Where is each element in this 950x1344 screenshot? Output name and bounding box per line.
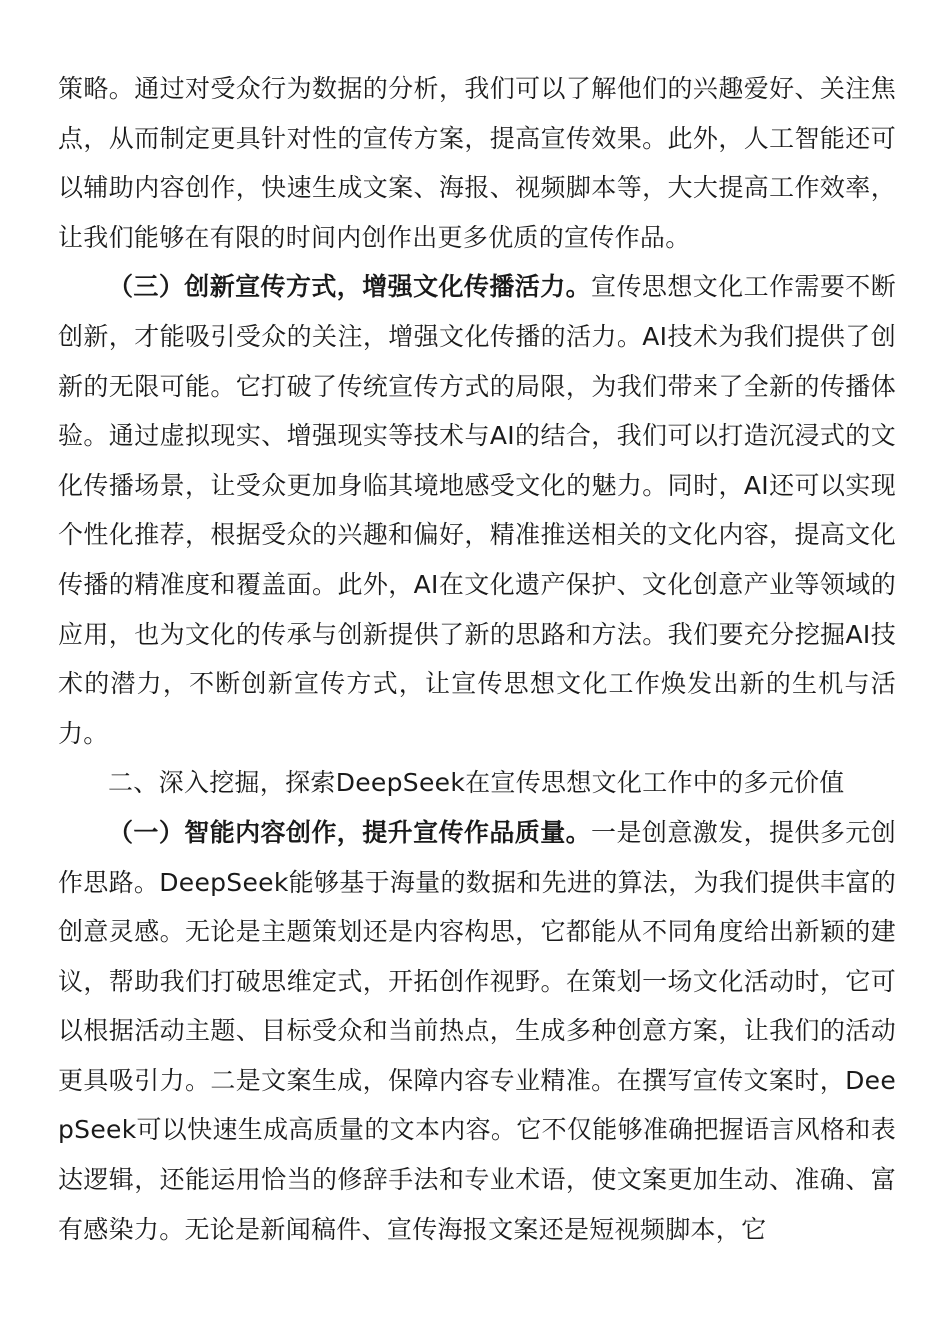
paragraph-text: 宣传思想文化工作需要不断创新，才能吸引受众的关注，增强文化传播的活力。AI技术为我们提供了创新的无限可能。它打破了传统宣传方式的局限，为我们带来了全新的传播体验。通过虚拟现实、增强现实等技术与AI的结合，我们可以打造沉浸式的文化传播场景，让受众更加身临其境地感受文化的魅力。同时，AI还可以实现个性化推荐，根据受众的兴趣和偏好，精准推送相关的文化内容，提高文化传播的精准度和覆盖面。此外，AI在文化遗产保护、文化创意产业等领域的应用，也为文化的传承与创新提供了新的思路和方法。我们要充分挖掘AI技术的潜力，不断创新宣传方式，让宣传思想文化工作焕发出新的生机与活力。 [58,272,897,748]
document-body [58,64,896,1254]
paragraph-continuation [58,64,896,262]
paragraph-innovation [58,262,896,758]
subheading-content-creation: （一）智能内容创作，提升宣传作品质量。 [108,817,592,847]
paragraph-text: 策略。通过对受众行为数据的分析，我们可以了解他们的兴趣爱好、关注焦点，从而制定更具针对性的宣传方案，提高宣传效果。此外，人工智能还可以辅助内容创作，快速生成文案、海报、视频脚本等，大大提高工作效率，让我们能够在有限的时间内创作出更多优质的宣传作品。 [58,74,896,252]
paragraph-text: 一是创意激发，提供多元创作思路。DeepSeek能够基于海量的数据和先进的算法，为我们提供丰富的创意灵感。无论是主题策划还是内容构思，它都能从不同角度给出新颖的建议，帮助我们打破思维定式，开拓创作视野。在策划一场文化活动时，它可以根据活动主题、目标受众和当前热点，生成多种创意方案，让我们的活动更具吸引力。二是文案生成，保障内容专业精准。在撰写宣传文案时，DeepSeek可以快速生成高质量的文本内容。它不仅能够准确把握语言风格和表达逻辑，还能运用恰当的修辞手法和专业术语，使文案更加生动、准确、富有感染力。无论是新闻稿件、宣传海报文案还是短视频脚本，它 [58,817,897,1244]
subheading-innovation: （三）创新宣传方式，增强文化传播活力。 [108,272,592,302]
section-title: 二、深入挖掘，探索DeepSeek在宣传思想文化工作中的多元价值 [108,768,845,798]
section-heading-two [58,758,896,808]
paragraph-content-creation [58,808,896,1254]
